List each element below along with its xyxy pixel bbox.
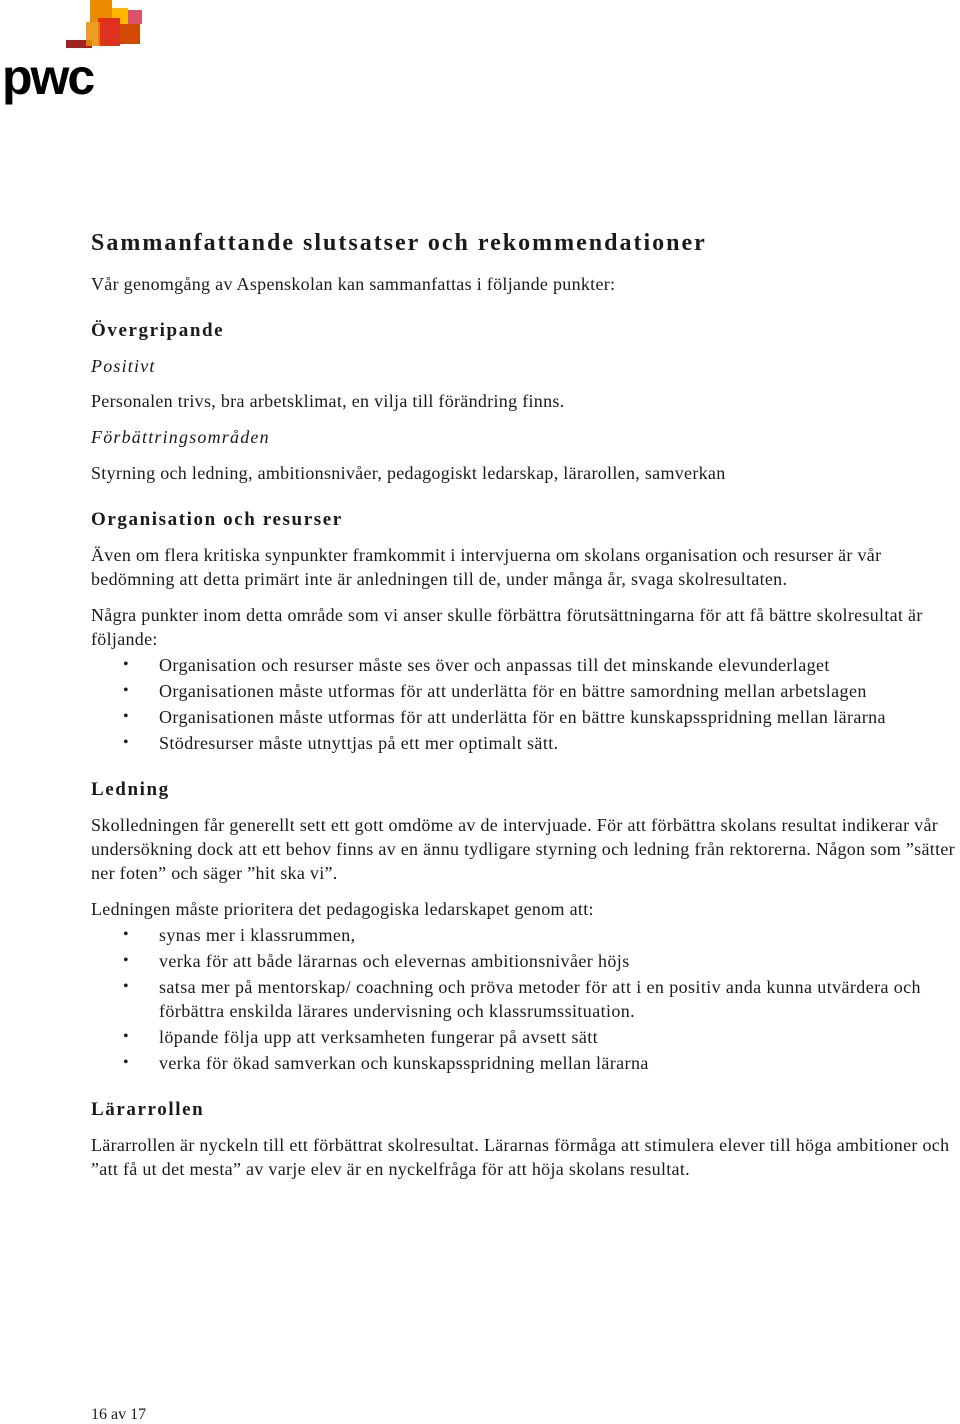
list-item: • satsa mer på mentorskap/ coachning och pröva metoder för att i en positiv anda kunna utvärdera och förbättra enskilda lärares undervisning och klassrumssituation. [91,975,957,1023]
heading-lararrollen: Lärarrollen [91,1099,205,1120]
positive-text: Personalen trivs, bra arbetsklimat, en vilja till förändring finns. [91,391,565,411]
improve-text: Styrning och ledning, ambitionsnivåer, pedagogiskt ledarskap, lärarollen, samverkan [91,463,726,483]
ledning-para-2: Ledningen måste prioritera det pedagogiska ledarskapet genom att: [91,899,594,919]
document-body [91,226,957,1181]
list-item: • Organisation och resurser måste ses över och anpassas till det minskande elevunderlaget [91,653,957,677]
list-item: • synas mer i klassrummen, [91,923,957,947]
intro-text: Vår genomgång av Aspenskolan kan sammanfattas i följande punkter: [91,274,616,294]
pwc-logo [0,0,150,110]
page-title: Sammanfattande slutsatser och rekommendationer [91,230,707,256]
svg-text:pwc: pwc [2,49,94,105]
list-item: • verka för ökad samverkan och kunskapsspridning mellan lärarna [91,1051,957,1075]
organisation-para-1: Även om flera kritiska synpunkter framkommit i intervjuerna om skolans organisation och resurser är vår bedömning att detta primärt inte är anledningen till de, under många år, svaga skolresultaten. [91,545,882,589]
list-item: • Stödresurser måste utnyttjas på ett mer optimalt sätt. [91,731,957,755]
ledning-para-1: Skolledningen får generellt sett ett gott omdöme av de intervjuade. För att förbättra skolans resultat indikerar vår undersökning dock att ett behov finns av en ännu tydligare styrning och ledning från rektorerna. Någon som ”sätter ner foten” och säger ”hit ska vi”. [91,815,955,883]
heading-organisation: Organisation och resurser [91,509,343,530]
subheading-forbattringsomraden: Förbättringsområden [91,427,270,447]
organisation-bullets [91,653,957,755]
page-number: 16 av 17 [91,1406,147,1423]
subheading-positivt: Positivt [91,356,156,376]
heading-overgripande: Övergripande [91,320,225,341]
list-item: • Organisationen måste utformas för att underlätta för en bättre kunskapsspridning mellan lärarna [91,705,957,729]
list-item: • verka för att både lärarnas och elevernas ambitionsnivåer höjs [91,949,957,973]
list-item: • Organisationen måste utformas för att underlätta för en bättre samordning mellan arbetslagen [91,679,957,703]
ledning-bullets [91,923,957,1075]
organisation-para-2: Några punkter inom detta område som vi anser skulle förbättra förutsättningarna för att få bättre skolresultat är följande: [91,605,923,649]
heading-ledning: Ledning [91,779,170,800]
list-item: • löpande följa upp att verksamheten fungerar på avsett sätt [91,1025,957,1049]
lararrollen-para-1: Lärarrollen är nyckeln till ett förbättrat skolresultat. Lärarnas förmåga att stimulera elever till höga ambitioner och ”att få ut det mesta” av varje elev är en nyckelfråga för att höja skolans resultat. [91,1135,950,1179]
